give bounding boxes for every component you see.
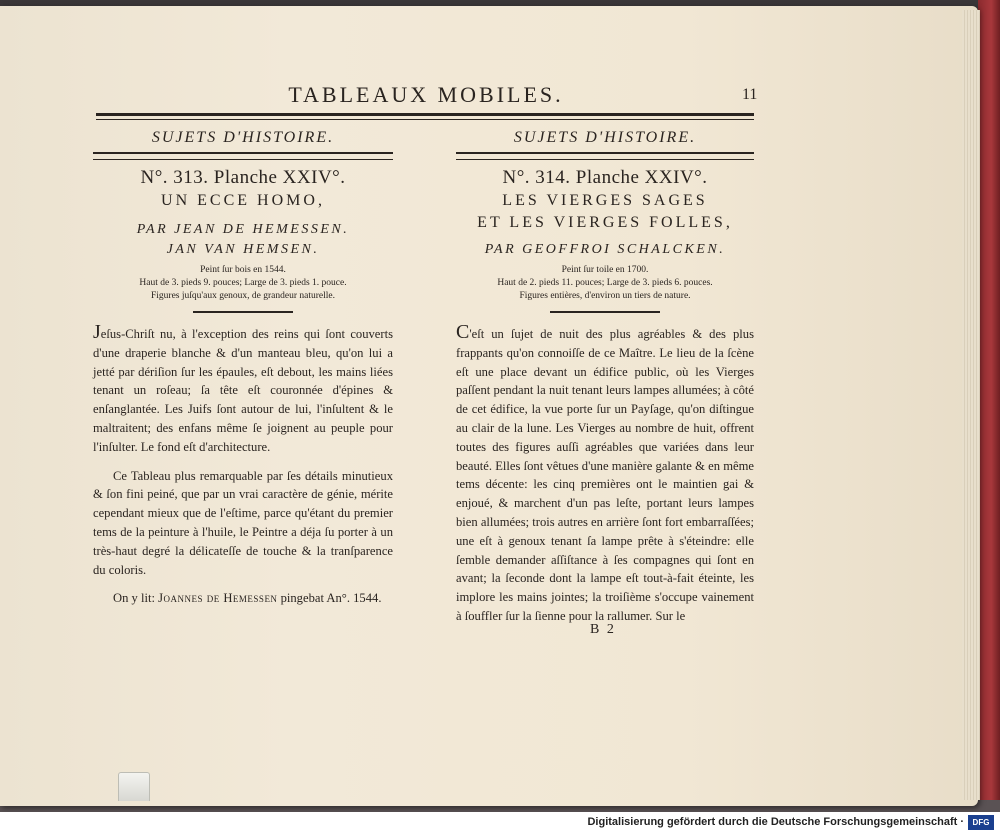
description [456,321,754,626]
drop-cap: C [456,321,470,343]
footer-bar [0,812,1000,837]
signature-mark: B 2 [590,622,616,637]
short-rule [550,311,660,313]
paragraph [93,321,393,457]
plate-number: N°. 314. Planche XXIV°. [502,167,708,188]
paragraph: Ce Tableau plus remarquable par ſes détails minutieux & ſon fini peiné, que par un vrai caractère de génie, mérite cependant mieux que de l'eſtime, parce qu'étant du premier tems de la peinture à l'huile, le Peintre a déja ſu porter à un très-haut degré la délicateſſe de touche & la tranſparence du coloris. [93,468,393,577]
section-rule [456,152,754,160]
funding-credit: Digitalisierung gefördert durch die Deutsche Forschungsgemeinschaft · [587,816,964,828]
section-heading: SUJETS D'HISTOIRE. [513,129,697,146]
right-column [456,124,754,626]
dimensions: Haut de 2. pieds 11. pouces; Large de 3. pieds 6. pouces. [497,278,713,288]
header-rule-thin [96,119,754,120]
page-edges [962,10,980,800]
inscription-suffix: pingebat An°. 1544. [277,591,382,606]
figures-note: Figures entières, d'environ un tiers de nature. [519,291,691,301]
medium-date: Peint ſur toile en 1700. [561,265,649,275]
plate-number: N°. 313. Planche XXIV°. [140,167,346,188]
artist-line: PAR GEOFFROI SCHALCKEN. [484,242,726,257]
paragraph-text: eſus-Chriſt nu, à l'exception des reins qui ſont couverts d'une draperie blanche & d'un manteau bleu, qu'on lui a jetté par dériſion ſur les épaules, eſt debout, les mains liées tenant un roſeau; ſa tête eſt couronnée d'épines & enſanglantée. Les Juifs ſont autour de lui, l'inſultent & le maltraitent; des enfans même ſe joignent au peuple pour l'inſulter. Le fond eſt d'architecture. [93,327,393,454]
painting-title-line2: ET LES VIERGES FOLLES, [477,214,733,231]
painting-title-line1: LES VIERGES SAGES [502,192,708,209]
dimensions: Haut de 3. pieds 9. pouces; Large de 3. pieds 1. pouce. [139,278,347,288]
description [93,321,393,608]
painting-title: UN ECCE HOMO, [161,192,325,209]
figures-note: Figures juſqu'aux genoux, de grandeur naturelle. [150,291,335,301]
drop-cap: J [93,321,101,343]
medium-date: Peint ſur bois en 1544. [200,265,286,275]
inscription [93,589,393,608]
inscription-prefix: On y lit: [113,591,159,606]
red-binding-edge [978,0,1000,800]
inscription-name: Joannes de Hemessen [158,591,278,606]
paragraph [456,321,754,626]
dfg-logo-icon: DFG [968,815,994,830]
page-clip [118,772,150,801]
header-rule-thick [96,113,754,116]
left-column [93,124,393,608]
section-rule [93,152,393,160]
page-number: 11 [742,86,758,103]
paragraph-text: 'eſt un ſujet de nuit des plus agréables & des plus frappants qu'on connoiſſe de ce Maître. Le lieu de la ſcène eſt une place devant un édifice public, où les Vierges paſſent pendant la nuit tenant leurs lampes allumées; à côté de cet édifice, la vue porte ſur un Payſage, qu'on diſtingue au clair de la lune. Les Vierges au nombre de huit, offrent toutes des figures auſſi agréables que variées dans leur beauté. Elles ſont vêtues d'une manière galante & en même tems décente: les cinq premières ont le maintien gai & enjoué, & marchent d'un pas leſte, portant leurs lampes bien allumées; trois autres en arrière ſont fort embarraſſées; une eſt à genoux tenant ſa lampe prête à s'éteindre: elle ſemble demander aſſiſtance à ſes compagnes qui ſont en avant; la ſeconde dont la lampe eſt tout-à-fait éteinte, les implore les mains jointes; la troiſième s'occupe vainement à ſouffler ſur la ſienne pour la rallumer. Sur le [456,327,754,623]
artist-line-alt: JAN VAN HEMSEN. [166,242,320,257]
section-heading: SUJETS D'HISTOIRE. [151,129,335,146]
short-rule [193,311,293,313]
artist-line: PAR JEAN DE HEMESSEN. [136,222,350,237]
running-title: TABLEAUX MOBILES. [288,82,564,107]
